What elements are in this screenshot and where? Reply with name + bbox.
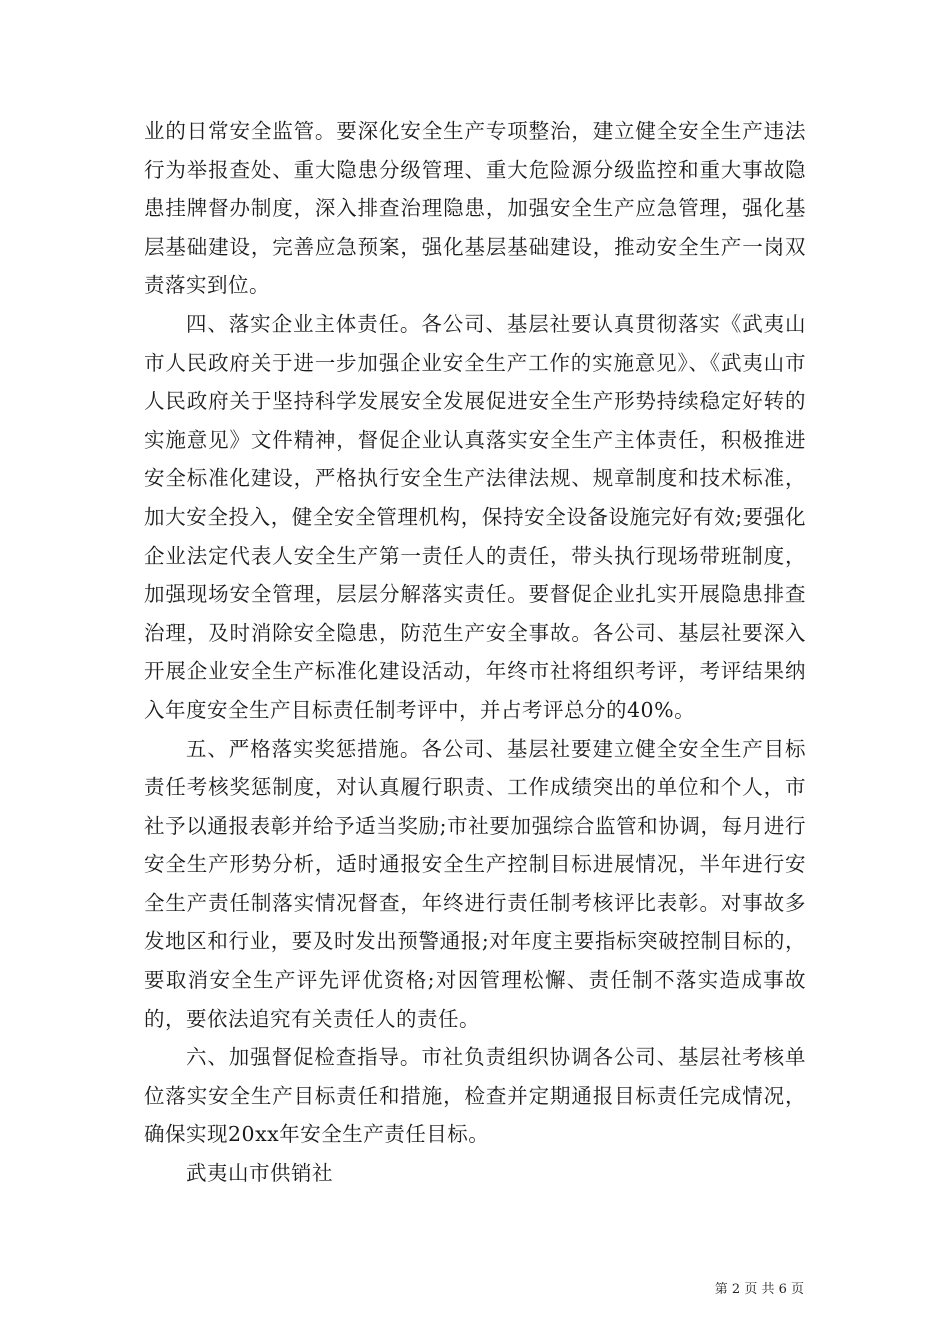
paragraph-section-four: 四、落实企业主体责任。各公司、基层社要认真贯彻落实《武夷山市人民政府关于进一步加强企业安全生产工作的实施意见》、《武夷山市人民政府关于坚持科学发展安全发展促进安全生产形势持续稳定好转的实施意见》文件精神，督促企业认真落实安全生产主体责任，积极推进安全标准化建设，严格执行安全生产法律法规、规章制度和技术标准，加大安全投入，健全安全管理机构，保持安全设备设施完好有效;要强化企业法定代表人安全生产第一责任人的责任，带头执行现场带班制度，加强现场安全管理，层层分解落实责任。要督促企业扎实开展隐患排查治理，及时消除安全隐患，防范生产安全事故。各公司、基层社要深入开展企业安全生产标准化建设活动，年终市社将组织考评，考评结果纳入年度安全生产目标责任制考评中，并占考评总分的40%。 — [144, 311, 806, 722]
document-body — [144, 112, 806, 1193]
paragraph-section-six: 六、加强督促检查指导。市社负责组织协调各公司、基层社考核单位落实安全生产目标责任和措施，检查并定期通报目标责任完成情况，确保实现20xx年安全生产责任目标。 — [144, 1045, 806, 1147]
paragraph-continuation: 业的日常安全监管。要深化安全生产专项整治，建立健全安全生产违法行为举报查处、重大隐患分级管理、重大危险源分级监控和重大事故隐患挂牌督办制度，深入排查治理隐患，加强安全生产应急管理，强化基层基础建设，完善应急预案，强化基层基础建设，推动安全生产一岗双责落实到位。 — [144, 119, 806, 298]
paragraph-section-five: 五、严格落实奖惩措施。各公司、基层社要建立健全安全生产目标责任考核奖惩制度，对认真履行职责、工作成绩突出的单位和个人，市社予以通报表彰并给予适当奖励;市社要加强综合监管和协调，每月进行安全生产形势分析，适时通报安全生产控制目标进展情况，半年进行安全生产责任制落实情况督查，年终进行责任制考核评比表彰。对事故多发地区和行业，要及时发出预警通报;对年度主要指标突破控制目标的，要取消安全生产评先评优资格;对因管理松懈、责任制不落实造成事故的，要依法追究有关责任人的责任。 — [144, 736, 806, 1031]
signature-organization: 武夷山市供销社 — [186, 1161, 333, 1186]
page-number-footer: 第 2 页 共 6 页 — [714, 1282, 804, 1297]
